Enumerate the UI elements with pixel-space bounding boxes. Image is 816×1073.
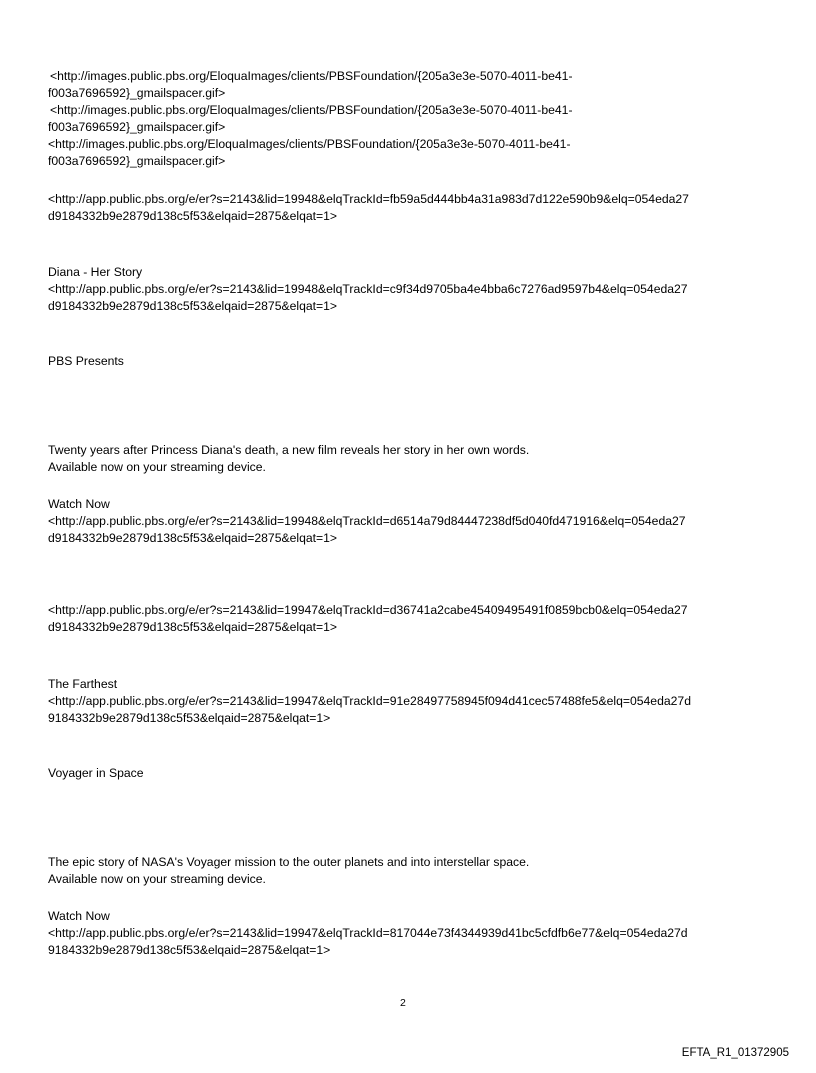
header-link-line1[interactable]: <http://app.public.pbs.org/e/er?s=2143&lid=19948&elqTrackId=fb59a5d444bb4a31a983d7d122e590b9&elq=054eda27 — [48, 192, 689, 206]
diana-description-line1: Twenty years after Princess Diana's death, a new film reveals her story in her own words. — [48, 443, 530, 457]
farthest-title: The Farthest — [48, 677, 118, 691]
page-number: 2 — [400, 997, 406, 1009]
spacer-link-1-line1[interactable]: <http://images.public.pbs.org/EloquaImages/clients/PBSFoundation/{205a3e3e-5070-4011-be41- — [50, 69, 573, 83]
document-id-stamp: EFTA_R1_01372905 — [681, 1047, 789, 1059]
farthest-image-link-line2[interactable]: d9184332b9e2879d138c5f53&elqaid=2875&elqat=1> — [48, 620, 338, 634]
farthest-image-link-line1[interactable]: <http://app.public.pbs.org/e/er?s=2143&lid=19947&elqTrackId=d36741a2cabe45409495491f0859bcb0&elq=054eda27 — [48, 603, 688, 617]
diana-title-link-line2[interactable]: d9184332b9e2879d138c5f53&elqaid=2875&elqat=1> — [48, 299, 338, 313]
diana-watch-link-line1[interactable]: <http://app.public.pbs.org/e/er?s=2143&lid=19948&elqTrackId=d6514a79d84447238df5d040fd471916&elq=054eda27 — [48, 514, 686, 528]
farthest-watch-link-line2[interactable]: 9184332b9e2879d138c5f53&elqaid=2875&elqat=1> — [48, 943, 331, 957]
diana-title-link-line1[interactable]: <http://app.public.pbs.org/e/er?s=2143&lid=19948&elqTrackId=c9f34d9705ba4e4bba6c7276ad9597b4&elq=054eda27 — [48, 282, 688, 296]
spacer-link-2-line1[interactable]: <http://images.public.pbs.org/EloquaImages/clients/PBSFoundation/{205a3e3e-5070-4011-be41- — [50, 103, 573, 117]
diana-description-line2: Available now on your streaming device. — [48, 460, 266, 474]
diana-title: Diana - Her Story — [48, 265, 143, 279]
diana-watch-now: Watch Now — [48, 497, 110, 511]
spacer-link-3-line2[interactable]: f003a7696592}_gmailspacer.gif> — [48, 154, 226, 168]
farthest-subtitle: Voyager in Space — [48, 766, 144, 780]
farthest-watch-link-line1[interactable]: <http://app.public.pbs.org/e/er?s=2143&lid=19947&elqTrackId=817044e73f4344939d41bc5cfdfb6e77&elq=054eda27d — [48, 926, 688, 940]
farthest-title-link-line2[interactable]: 9184332b9e2879d138c5f53&elqaid=2875&elqat=1> — [48, 711, 331, 725]
diana-presenter: PBS Presents — [48, 354, 124, 368]
farthest-description-line1: The epic story of NASA's Voyager mission to the outer planets and into interstellar space. — [48, 855, 530, 869]
diana-watch-link-line2[interactable]: d9184332b9e2879d138c5f53&elqaid=2875&elqat=1> — [48, 531, 338, 545]
spacer-link-2-line2[interactable]: f003a7696592}_gmailspacer.gif> — [48, 120, 226, 134]
header-link-line2[interactable]: d9184332b9e2879d138c5f53&elqaid=2875&elqat=1> — [48, 209, 338, 223]
farthest-watch-now: Watch Now — [48, 909, 110, 923]
spacer-link-1-line2[interactable]: f003a7696592}_gmailspacer.gif> — [48, 86, 226, 100]
spacer-link-3-line1[interactable]: <http://images.public.pbs.org/EloquaImages/clients/PBSFoundation/{205a3e3e-5070-4011-be41- — [48, 137, 571, 151]
farthest-title-link-line1[interactable]: <http://app.public.pbs.org/e/er?s=2143&lid=19947&elqTrackId=91e28497758945f094d41cec57488fe5&elq=054eda27d — [48, 694, 691, 708]
farthest-description-line2: Available now on your streaming device. — [48, 872, 266, 886]
